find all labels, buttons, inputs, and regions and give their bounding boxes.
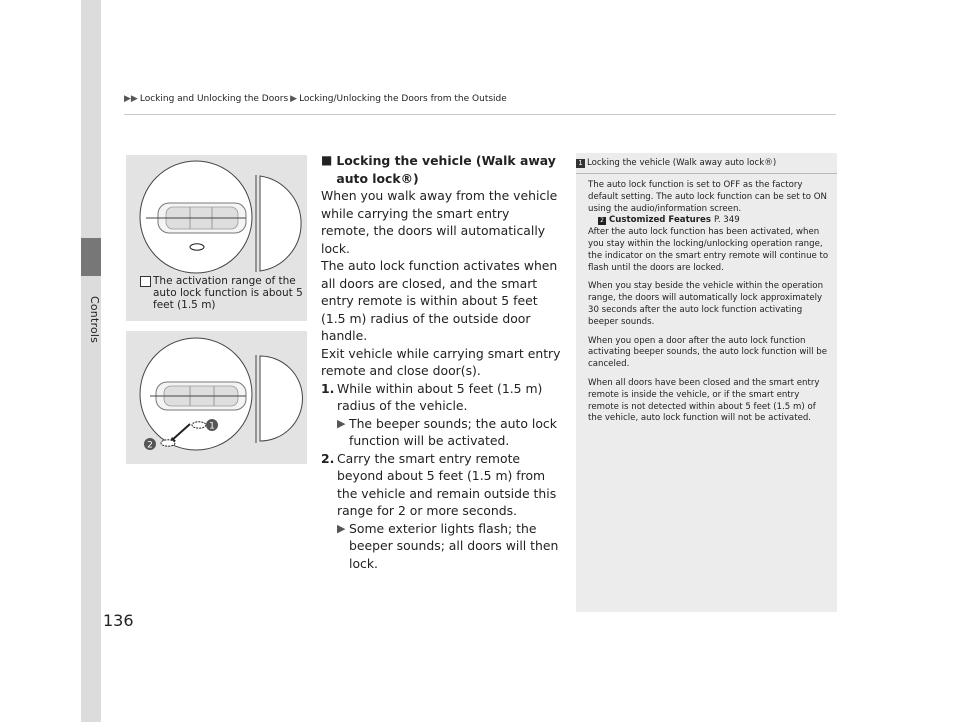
intro-paragraph: Exit vehicle while carrying smart entry remote and close door(s).	[321, 345, 561, 378]
intro-paragraph: When you walk away from the vehicle while carrying the smart entry remote, the doors will automatically lock.	[321, 188, 558, 256]
note-paragraph: When you open a door after the auto lock function activating beeper sounds, the auto lock function will be canceled.	[588, 335, 828, 370]
cross-reference-link[interactable]	[588, 215, 829, 227]
note-paragraph: When you stay beside the vehicle within the operation range, the doors will automatically lock approximately 30 seconds after the auto lock function activating beeper sounds.	[588, 281, 824, 327]
breadcrumb-item-1: Locking and Unlocking the Doors	[139, 94, 289, 104]
breadcrumb-item-2: Locking/Unlocking the Doors from the Outside	[299, 94, 507, 104]
notes-header	[576, 153, 837, 168]
step-result	[321, 415, 561, 450]
result-arrow-icon: ▶	[337, 521, 346, 535]
xref-title: Customized Features	[609, 215, 711, 226]
svg-text:1: 1	[209, 421, 215, 432]
breadcrumb	[124, 94, 507, 104]
note-number-icon: 1	[576, 159, 585, 168]
remote-position-2-icon	[161, 440, 175, 446]
step-text: While within about 5 feet (1.5 m) radius of the vehicle.	[337, 380, 543, 413]
xref-page: P. 349	[713, 215, 740, 226]
section-square-icon: ■	[321, 153, 333, 167]
svg-text:2: 2	[147, 440, 153, 451]
note-text: The auto lock function is set to OFF as the factory default setting. The auto lock function can be set to ON using the audio/information screen.	[588, 180, 827, 214]
step-item	[321, 450, 561, 520]
caption-legend-box	[140, 276, 151, 287]
result-arrow-icon: ▶	[337, 416, 346, 430]
remote-position-1-icon	[192, 422, 206, 428]
step-number: 2.	[321, 450, 335, 466]
note-text: After the auto lock function has been activated, when you stay within the locking/unlocking operation range, the indicator on the smart entry remote will continue to flash until the doors are locked.	[588, 227, 829, 273]
sidebar-section-label: Controls	[88, 296, 101, 344]
step-number: 1.	[321, 380, 335, 396]
notes-body	[576, 174, 837, 425]
page-number: 136	[103, 611, 134, 630]
note-paragraph: When all doors have been closed and the smart entry remote is inside the vehicle, or if the smart entry remote is not detected within about 5 feet (1.5 m) of the vehicle, auto lock function will not be activated.	[588, 377, 820, 424]
step-text: Carry the smart entry remote beyond about 5 feet (1.5 m) from the vehicle and remain outside this range for 2 or more seconds.	[337, 450, 557, 518]
notes-panel	[576, 153, 837, 612]
header-divider	[124, 114, 836, 115]
section-title	[321, 152, 561, 187]
walk-away-figure	[126, 331, 307, 464]
step-result-text: The beeper sounds; the auto lock function will be activated.	[349, 415, 557, 448]
main-content	[321, 152, 561, 572]
intro-paragraph: The auto lock function activates when all doors are closed, and the smart entry remote is within about 5 feet (1.5 m) radius of the outside door handle.	[321, 258, 558, 343]
sidebar-section-marker	[81, 238, 101, 276]
smart-key-icon	[190, 244, 204, 250]
figure-caption: The activation range of the auto lock function is about 5 feet (1.5 m)	[153, 275, 303, 311]
notes-header-text: Locking the vehicle (Walk away auto lock®)	[587, 158, 777, 168]
step-result-text: Some exterior lights flash; the beeper sounds; all doors will then lock.	[349, 520, 559, 571]
marker-2-badge	[144, 438, 156, 451]
note-paragraph	[588, 180, 829, 274]
step-result	[321, 520, 561, 573]
reference-icon: 2	[598, 217, 606, 225]
section-title-text: Locking the vehicle (Walk away auto lock®)	[336, 153, 556, 186]
breadcrumb-arrow-icon: ▶▶	[124, 94, 138, 104]
breadcrumb-arrow-icon: ▶	[290, 94, 298, 104]
step-item	[321, 380, 561, 415]
sidebar-tab	[81, 0, 101, 722]
